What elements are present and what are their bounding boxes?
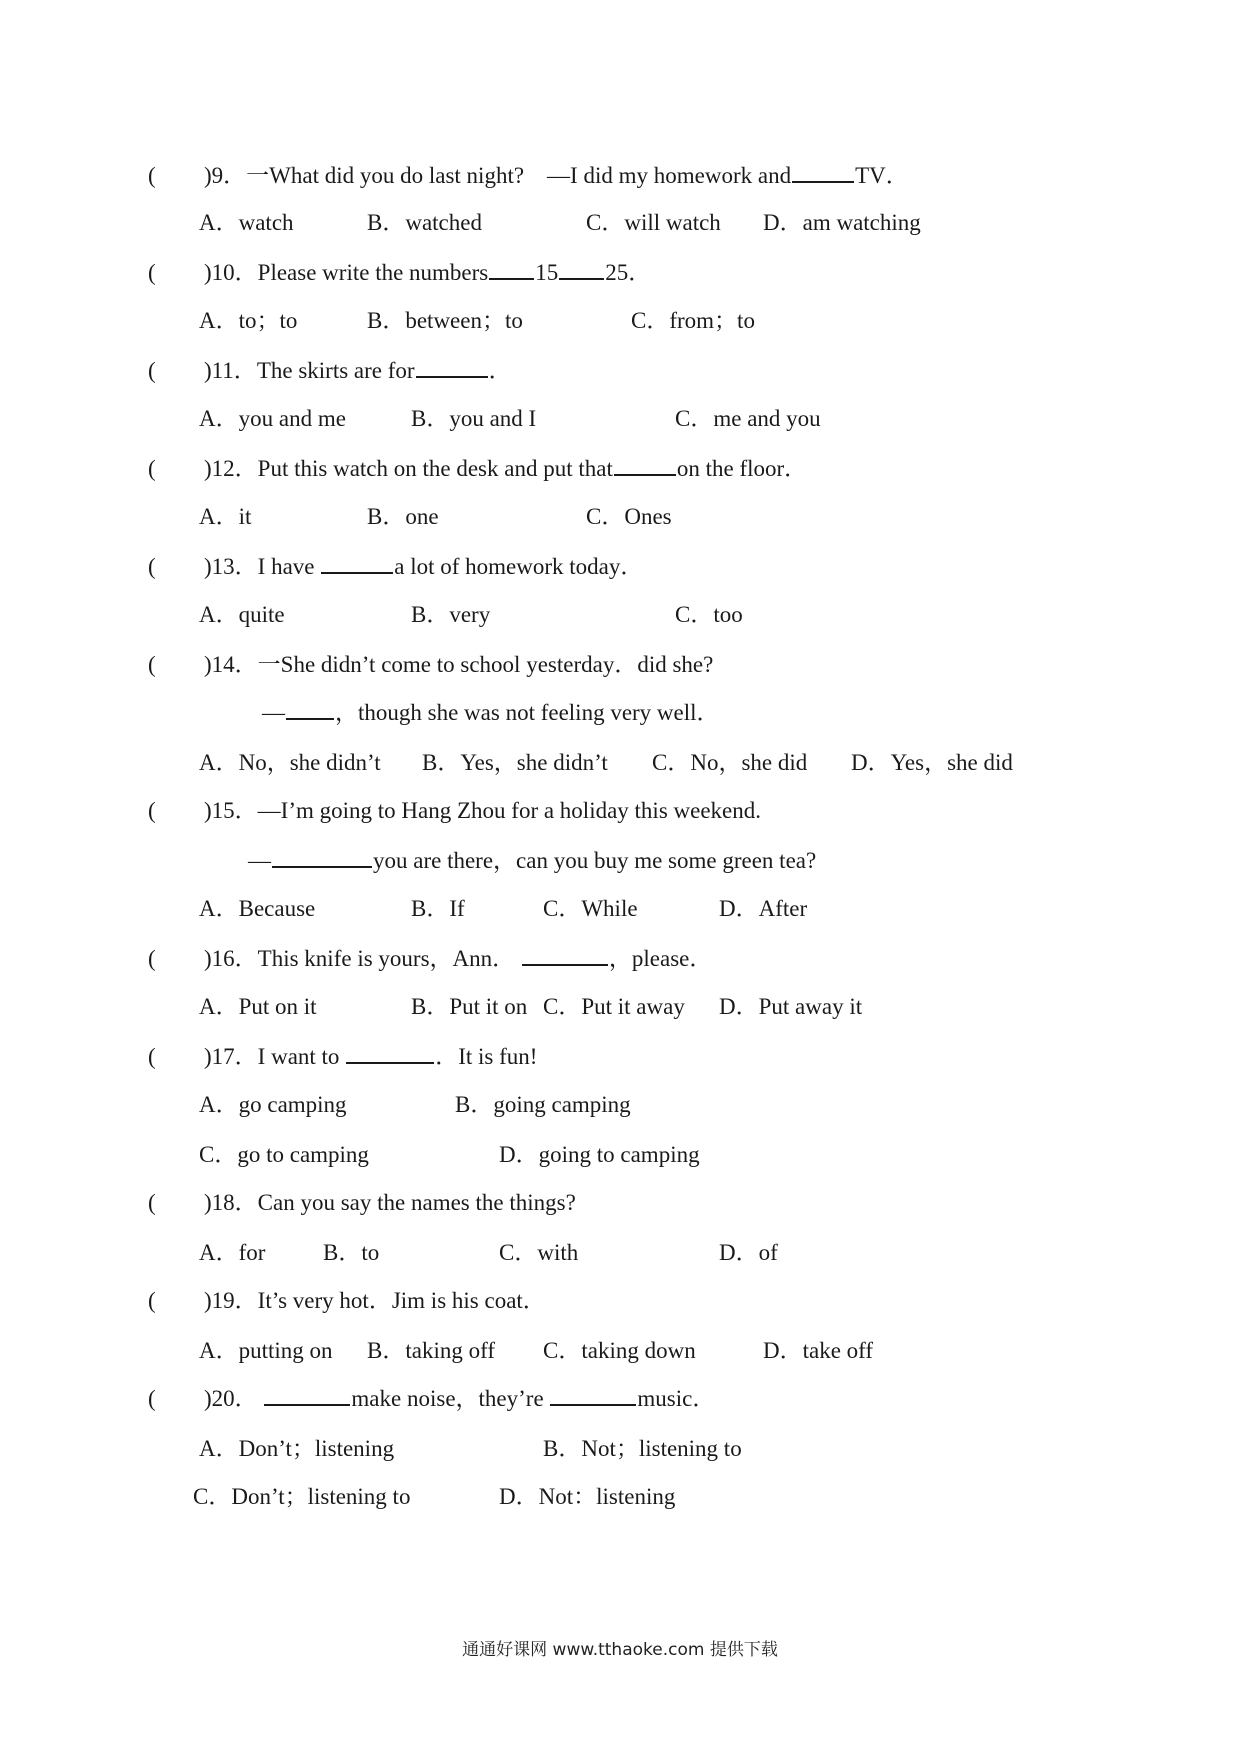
answer-blank	[321, 552, 393, 574]
answer-blank	[559, 258, 604, 280]
option-c: C．me and you	[675, 406, 821, 431]
question-number: )9．	[204, 163, 247, 188]
page-footer: 通通好课网 www.tthaoke.com 提供下载	[462, 1640, 778, 1660]
answer-blank	[522, 944, 608, 966]
question-text: on the floor．	[676, 456, 808, 481]
option-c: C．Put it away	[543, 994, 685, 1019]
answer-paren: (	[148, 1044, 156, 1069]
question-number: )16．	[204, 946, 258, 971]
answer-blank	[286, 698, 334, 720]
question-text: Put this watch on the desk and put that	[257, 456, 613, 481]
question-text: Please write the numbers	[257, 260, 489, 285]
answer-paren: (	[148, 456, 156, 481]
question-text: This knife is yours，Ann．	[257, 946, 516, 971]
answer-paren: (	[148, 946, 156, 971]
option-d: D．of	[719, 1240, 778, 1265]
option-c: C．Don’t；listening to	[193, 1484, 411, 1509]
answer-blank	[614, 454, 676, 476]
option-d: D．take off	[763, 1338, 874, 1363]
option-c: C．will watch	[586, 210, 721, 235]
option-b: B．very	[411, 602, 491, 627]
question-number: )15．	[204, 798, 258, 823]
question-text: ，though she was not feeling very well．	[335, 700, 720, 725]
answer-blank	[416, 356, 488, 378]
answer-paren: (	[148, 260, 156, 285]
option-b: B．taking off	[367, 1338, 495, 1363]
option-c: C．No，she did	[652, 750, 808, 775]
option-a: A．go camping	[199, 1092, 347, 1117]
question-number: )18．	[204, 1190, 258, 1215]
dialogue-dash: —	[248, 848, 271, 873]
answer-paren: (	[148, 554, 156, 579]
answer-blank	[792, 161, 854, 183]
option-b: B．Yes，she didn’t	[422, 750, 608, 775]
option-c: C．Ones	[586, 504, 672, 529]
option-a: A．Because	[199, 896, 316, 921]
question-text: The skirts are for	[256, 358, 415, 383]
option-d: D．Not：listening	[499, 1484, 676, 1509]
option-d: D．Yes，she did	[851, 750, 1013, 775]
option-c: C．While	[543, 896, 638, 921]
question-text: 15	[535, 260, 559, 285]
question-number: )11．	[204, 358, 257, 383]
answer-paren: (	[148, 652, 156, 677]
option-b: B．between；to	[367, 308, 523, 333]
question-text: —I’m going to Hang Zhou for a holiday this weekend.	[257, 798, 762, 823]
question-text: ．It is fun!	[435, 1044, 538, 1069]
answer-paren: (	[148, 1288, 156, 1313]
option-a: A．No，she didn’t	[199, 750, 381, 775]
option-c: C．taking down	[543, 1338, 696, 1363]
question-text: 25．	[605, 260, 652, 285]
answer-blank	[346, 1042, 434, 1064]
question-text: Can you say the names the things?	[257, 1190, 576, 1215]
option-a: A．to；to	[199, 308, 298, 333]
question-text: It’s very hot．Jim is his coat．	[257, 1288, 546, 1313]
option-c: C．with	[499, 1240, 579, 1265]
answer-paren: (	[148, 798, 156, 823]
option-a: A．you and me	[199, 406, 346, 431]
option-b: B．Put it on	[411, 994, 528, 1019]
option-a: A．Don’t；listening	[199, 1436, 395, 1461]
question-text: you are there，can you buy me some green tea?	[373, 848, 817, 873]
option-a: A．Put on it	[199, 994, 317, 1019]
option-a: A．watch	[199, 210, 294, 235]
question-number: )19．	[204, 1288, 258, 1313]
option-b: B．going camping	[455, 1092, 631, 1117]
option-a: A．for	[199, 1240, 266, 1265]
question-text: music．	[637, 1386, 716, 1411]
option-b: B．If	[411, 896, 465, 921]
question-number: )13．	[204, 554, 258, 579]
option-a: A．putting on	[199, 1338, 333, 1363]
question-number: )20．	[204, 1386, 258, 1411]
option-c: C．too	[675, 602, 743, 627]
option-c: C．from；to	[631, 308, 755, 333]
question-text: ，please．	[608, 946, 713, 971]
option-a: A．it	[199, 504, 252, 529]
answer-paren: (	[148, 1386, 156, 1411]
question-number: )14．	[204, 652, 258, 677]
option-d: D．going to camping	[499, 1142, 700, 1167]
option-b: B．you and I	[411, 406, 537, 431]
dialogue-dash: —	[262, 700, 285, 725]
option-b: B．to	[323, 1240, 380, 1265]
option-c: C．go to camping	[199, 1142, 369, 1167]
question-text: I want to	[257, 1044, 346, 1069]
option-b: B．Not；listening to	[543, 1436, 742, 1461]
answer-paren: (	[148, 163, 156, 188]
answer-blank	[264, 1384, 350, 1406]
question-text: 一What did you do last night? —I did my homework and	[246, 163, 792, 188]
option-d: D．After	[719, 896, 808, 921]
question-text: ．	[488, 358, 512, 383]
option-b: B．one	[367, 504, 439, 529]
question-text: 一She didn’t come to school yesterday．did she?	[257, 652, 714, 677]
answer-blank	[550, 1384, 636, 1406]
question-text: TV．	[855, 163, 909, 188]
question-text: a lot of homework today．	[394, 554, 644, 579]
question-number: )12．	[204, 456, 258, 481]
option-d: D．Put away it	[719, 994, 863, 1019]
answer-blank	[489, 258, 534, 280]
question-text: I have	[257, 554, 321, 579]
answer-paren: (	[148, 358, 156, 383]
answer-blank	[272, 846, 372, 868]
question-number: )10．	[204, 260, 258, 285]
question-text: make noise，they’re	[351, 1386, 550, 1411]
answer-paren: (	[148, 1190, 156, 1215]
option-a: A．quite	[199, 602, 285, 627]
option-b: B．watched	[367, 210, 482, 235]
option-d: D．am watching	[763, 210, 921, 235]
question-number: )17．	[204, 1044, 258, 1069]
